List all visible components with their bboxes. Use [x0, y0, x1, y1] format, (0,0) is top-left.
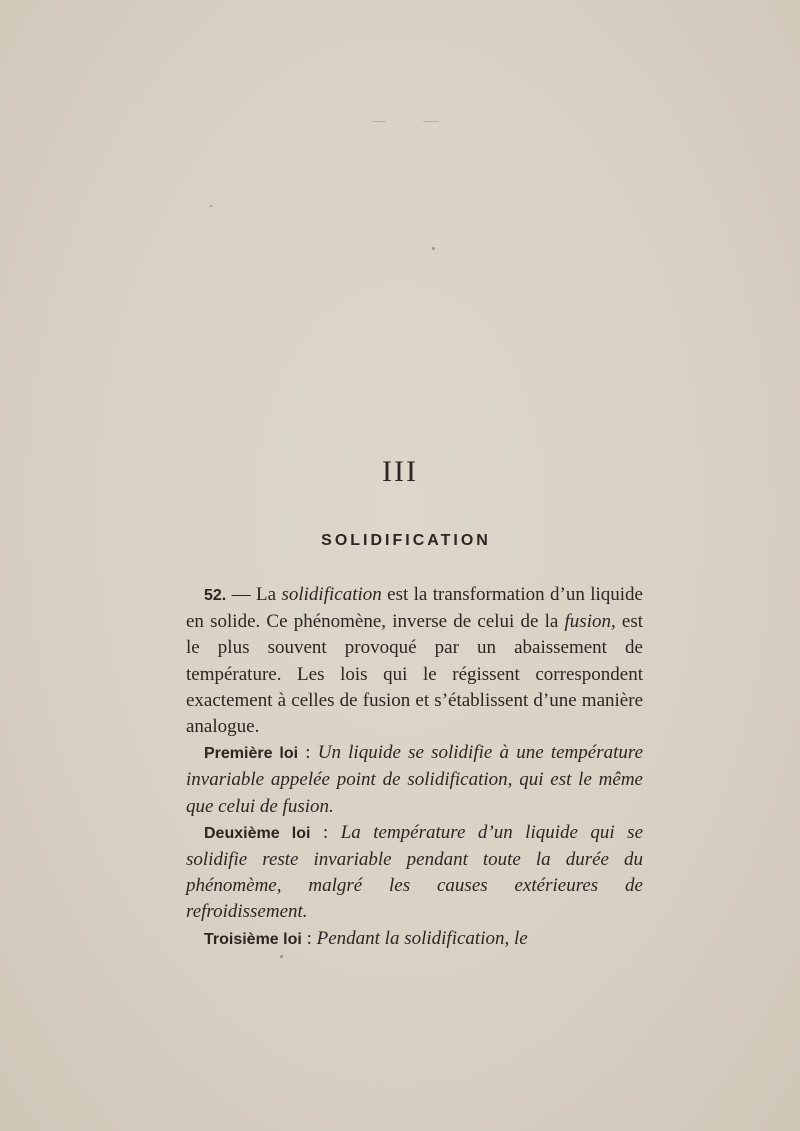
law-first [186, 740, 643, 820]
paper-speck [280, 955, 283, 958]
paragraph-52 [186, 582, 643, 740]
term-fusion: fusion [564, 611, 611, 633]
chapter-title: SOLIDIFICATION [321, 532, 491, 549]
chapter-numeral: III [382, 455, 418, 488]
law-text: Pendant la solidification, le [316, 927, 528, 949]
law-label: Troisième loi [204, 930, 302, 948]
paper-speck [372, 121, 386, 122]
paragraph-text-2: , est le plus souvent provoqué par un abaissement de température. Les lois qui le régissent correspondent exactement à celles de fusion et s’établissent d’une manière analogue. [186, 611, 644, 738]
paper-speck [210, 205, 212, 207]
law-third [186, 926, 643, 953]
law-second [186, 820, 643, 926]
law-separator: : [298, 742, 318, 764]
paragraph-number: 52. [204, 587, 227, 604]
body-text [186, 582, 643, 953]
law-text: Un liquide se solidifie à une température invariable appelée point de solidification, qui est le même que celui de fusion. [186, 742, 643, 817]
law-label: Deuxième loi [204, 824, 311, 842]
paper-speck [423, 121, 439, 122]
paper-speck [432, 247, 435, 250]
paragraph-dash: — La [226, 584, 282, 605]
law-text: La température d’un liquide qui se solidifie reste invariable pendant toute la durée du phénomème, malgré les causes extérieures de refroidissement. [186, 821, 644, 923]
term-solidification: solidification [281, 584, 382, 605]
law-separator: : [301, 927, 317, 949]
paragraph-text-1: est la transformation d’un liquide en solide. Ce phénomène, inverse de celui de la [186, 584, 643, 633]
law-separator: : [310, 821, 341, 843]
law-label: Première loi [204, 745, 299, 763]
